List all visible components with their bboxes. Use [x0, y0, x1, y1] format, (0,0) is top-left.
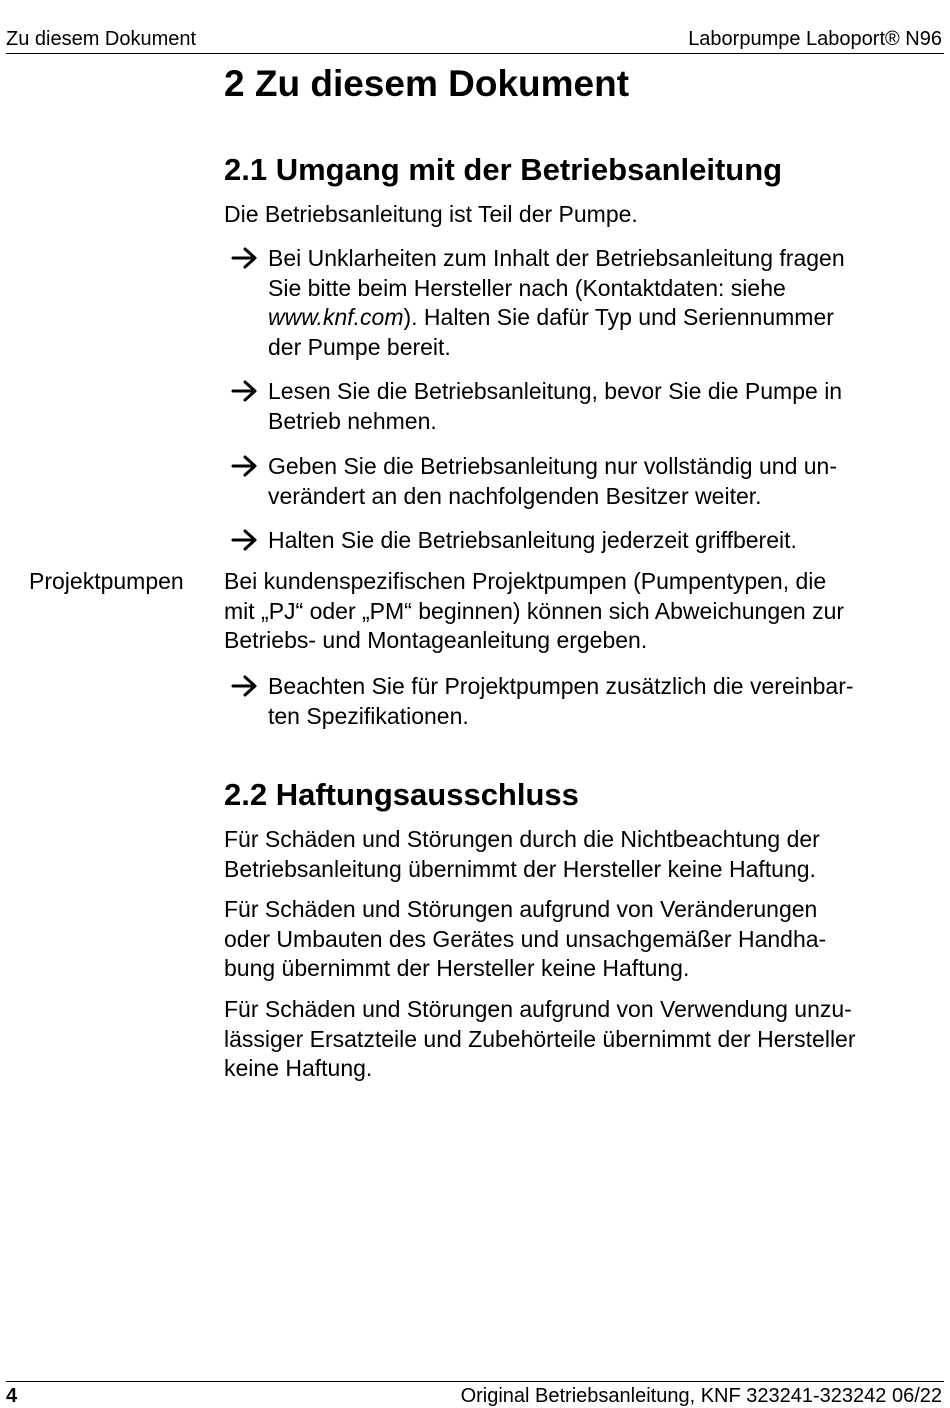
instruction-item-1 [230, 244, 940, 362]
text-line: Betrieb nehmen. [268, 407, 437, 434]
section-2-1-title: 2.1 Umgang mit der Betriebsanleitung [224, 152, 783, 187]
text-line: der Pumpe bereit. [268, 333, 451, 360]
text-line: Betriebs- und Montageanleitung ergeben. [224, 627, 648, 653]
instruction-text [268, 526, 940, 556]
running-header-right: Laborpumpe Laboport® N96 [688, 28, 942, 50]
arrow-right-icon [230, 378, 260, 404]
text-line: Für Schäden und Störungen durch die Nichtbeachtung der [224, 826, 820, 852]
arrow-right-icon [230, 527, 260, 553]
text-line: Für Schäden und Störungen aufgrund von Verwendung unzu- [224, 996, 852, 1022]
text-line: Lesen Sie die Betriebsanleitung, bevor Sie die Pumpe in [268, 378, 843, 404]
text-line: keine Haftung. [224, 1055, 373, 1081]
text-line: lässiger Ersatzteile und Zubehörteile übernimmt der Hersteller [224, 1025, 856, 1052]
section-2-2-title: 2.2 Haftungsausschluss [224, 777, 579, 812]
instruction-text [268, 452, 940, 511]
text-line: ). Halten Sie dafür Typ und Seriennummer [403, 304, 834, 330]
liability-paragraph-1 [224, 825, 940, 884]
section-2-1-intro: Die Betriebsanleitung ist Teil der Pumpe. [224, 201, 638, 227]
text-line: Beachten Sie für Projektpumpen zusätzlich die vereinbar- [268, 673, 854, 699]
arrow-right-icon [230, 245, 260, 271]
text-line: Betriebsanleitung übernimmt der Hersteller keine Haftung. [224, 855, 816, 882]
text-line: Bei Unklarheiten zum Inhalt der Betriebsanleitung fragen [268, 245, 845, 271]
text-line: Sie bitte beim Hersteller nach (Kontaktdaten: siehe [268, 274, 786, 301]
liability-paragraph-2 [224, 895, 940, 984]
text-line: ten Spezifikationen. [268, 702, 469, 729]
instruction-item-4 [230, 526, 940, 556]
margin-label-projektpumpen: Projektpumpen [29, 568, 184, 594]
website-link[interactable]: www.knf.com [268, 304, 404, 330]
text-line: mit „PJ“ oder „PM“ beginnen) können sich Abweichungen zur [224, 597, 845, 624]
text-line: Bei kundenspezifischen Projektpumpen (Pumpentypen, die [224, 568, 827, 594]
liability-paragraph-3 [224, 995, 940, 1084]
text-line: Geben Sie die Betriebsanleitung nur vollständig und un- [268, 453, 837, 479]
text-line: Halten Sie die Betriebsanleitung jederzeit griffbereit. [268, 527, 797, 553]
instruction-text [268, 244, 940, 362]
text-line: verändert an den nachfolgenden Besitzer weiter. [268, 482, 762, 509]
running-header-left: Zu diesem Dokument [6, 28, 197, 50]
arrow-right-icon [230, 673, 260, 699]
instruction-item-3 [230, 452, 940, 511]
text-line: bung übernimmt der Hersteller keine Haftung. [224, 955, 690, 981]
running-footer: Original Betriebsanleitung, KNF 323241-323242 06/22 [460, 1385, 942, 1407]
footer-divider [6, 1381, 944, 1382]
page-number: 4 [6, 1385, 18, 1407]
instruction-text [268, 377, 940, 436]
instruction-item-5 [230, 672, 940, 731]
text-line: Für Schäden und Störungen aufgrund von Veränderungen [224, 896, 818, 922]
instruction-text [268, 672, 940, 731]
instruction-item-2 [230, 377, 940, 436]
chapter-title: 2 Zu diesem Dokument [224, 63, 630, 104]
arrow-right-icon [230, 453, 260, 479]
projektpumpen-paragraph [224, 567, 940, 656]
header-divider [6, 53, 944, 54]
text-line: oder Umbauten des Gerätes und unsachgemäßer Handha- [224, 925, 827, 952]
